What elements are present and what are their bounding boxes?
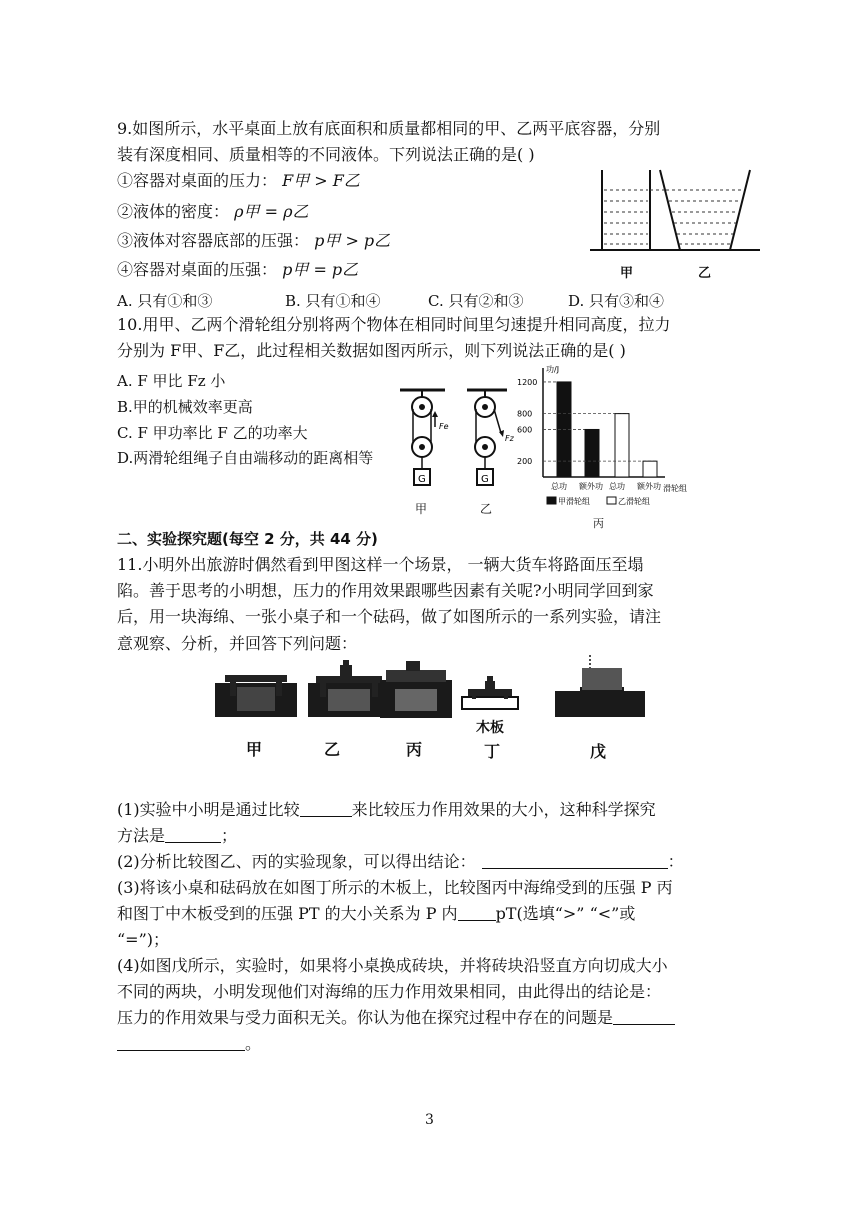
q9-option-c: C. 只有②和③ bbox=[428, 292, 524, 310]
q11-sub3-line2 bbox=[117, 903, 635, 925]
q11-sub4-line4 bbox=[117, 1033, 261, 1055]
q11-experiment-figure bbox=[210, 655, 660, 725]
q9-label-yi: 乙 bbox=[698, 266, 712, 281]
chart-category-label: 总功 bbox=[609, 482, 625, 491]
chart-bar bbox=[615, 414, 629, 477]
q10-option-a: A. F 甲比 Fz 小 bbox=[117, 372, 226, 390]
q11-sub4-text-d: 。 bbox=[245, 1034, 262, 1053]
q11-para-line4: 意观察、分析，并回答下列问题： bbox=[117, 634, 358, 653]
q11-para-line1: 11.小明外出旅游时偶然看到甲图这样一个场景， 一辆大货车将路面压至塌 bbox=[117, 555, 644, 574]
q9-statement-1 bbox=[117, 170, 360, 192]
q9-s2-text: ②液体的密度： bbox=[117, 202, 230, 221]
q11-sub2-text-b: ： bbox=[667, 852, 684, 871]
q11-board-label: 木板 bbox=[476, 720, 504, 736]
chart-y-tick-label: 600 bbox=[517, 425, 533, 435]
chart-bar bbox=[643, 461, 657, 477]
q11-sub1-line2 bbox=[117, 825, 237, 847]
q10-pulley-label-yi: 乙 bbox=[480, 502, 493, 516]
q10-option-c: C. F 甲功率比 F 乙的功率大 bbox=[117, 424, 308, 442]
chart-bar bbox=[585, 429, 599, 477]
q9-stem-line2: 装有深度相同、质量相等的不同液体。下列说法正确的是( ) bbox=[117, 145, 535, 164]
q11-para-line2: 陷。善于思考的小明想，压力的作用效果跟哪些因素有关呢?小明同学回到家 bbox=[117, 581, 654, 600]
q11-sub2-text-a: (2)分析比较图乙、丙的实验现象，可以得出结论： bbox=[117, 852, 476, 871]
chart-caption: 丙 bbox=[593, 517, 604, 530]
chart-category-label: 额外功 bbox=[579, 482, 603, 491]
chart-x-label: 滑轮组 bbox=[663, 484, 687, 493]
q11-sub4-line1: (4)如图戊所示，实验时，如果将小桌换成砖块，并将砖块沿竖直方向切成大小 bbox=[117, 956, 668, 975]
legend-label-yi: 乙滑轮组 bbox=[618, 497, 650, 506]
q9-s2-formula: ρ甲 = ρ乙 bbox=[234, 202, 309, 221]
q9-s1-text: ①容器对桌面的压力： bbox=[117, 171, 278, 190]
q10-option-d: D.两滑轮组绳子自由端移动的距离相等 bbox=[117, 449, 374, 467]
q11-sub3-blank[interactable] bbox=[458, 904, 496, 921]
q11-sub1-blank1[interactable] bbox=[300, 800, 352, 817]
chart-y-tick-label: 200 bbox=[517, 457, 533, 467]
q11-fig-label-jia: 甲 bbox=[246, 740, 263, 759]
q9-option-d: D. 只有③和④ bbox=[568, 292, 665, 310]
legend-swatch-jia bbox=[547, 497, 556, 504]
q11-sub3-line1: (3)将该小桌和砝码放在如图丁所示的木板上，比较图丙中海绵受到的压强 P 丙 bbox=[117, 878, 673, 897]
q9-s1-formula: F甲 > F乙 bbox=[282, 171, 360, 190]
chart-y-label: 功/J bbox=[546, 365, 560, 374]
q11-sub2-blank[interactable] bbox=[482, 852, 668, 869]
page-number: 3 bbox=[425, 1112, 434, 1128]
svg-text:G: G bbox=[418, 474, 426, 485]
q9-s3-formula: p甲 > p乙 bbox=[314, 231, 391, 250]
q10-bar-chart bbox=[515, 362, 690, 532]
q11-fig-label-wu: 戊 bbox=[590, 742, 607, 761]
q11-sub1-blank2[interactable] bbox=[165, 826, 221, 843]
q9-statement-3 bbox=[117, 230, 390, 252]
q11-sub3-line3: “=”)； bbox=[117, 930, 170, 949]
q11-sub1-line1 bbox=[117, 799, 656, 821]
q11-fig-label-ding: 丁 bbox=[484, 742, 501, 761]
q9-option-b: B. 只有①和④ bbox=[285, 292, 381, 310]
q9-label-jia: 甲 bbox=[620, 266, 634, 281]
q11-sub1-text-d: ； bbox=[221, 826, 238, 845]
q10-pulley-label-jia: 甲 bbox=[415, 502, 428, 516]
chart-layer bbox=[517, 364, 687, 506]
svg-text:Fz: Fz bbox=[505, 434, 514, 443]
q9-statement-2 bbox=[117, 201, 309, 223]
q11-para-line3: 后，用一块海绵、一张小桌子和一个砝码，做了如图所示的一系列实验，请注 bbox=[117, 607, 662, 626]
q9-statement-4 bbox=[117, 259, 358, 281]
q11-sub4-blank1[interactable] bbox=[613, 1008, 675, 1025]
q11-sub1-text-b: 来比较压力作用效果的大小，这种科学探究 bbox=[351, 800, 656, 819]
chart-category-label: 总功 bbox=[551, 482, 567, 491]
q11-sub4-text-c: 压力的作用效果与受力面积无关。你认为他在探究过程中存在的问题是 bbox=[117, 1008, 614, 1027]
section2-title: 二、实验探究题(每空 2 分，共 44 分) bbox=[117, 530, 378, 548]
q11-sub4-line3 bbox=[117, 1007, 675, 1029]
q9-stem-line1: 9.如图所示，水平桌面上放有底面积和质量都相同的甲、乙两平底容器，分别 bbox=[117, 119, 661, 138]
chart-y-tick-label: 1200 bbox=[517, 377, 538, 387]
legend-swatch-yi bbox=[607, 497, 616, 504]
q11-fig-label-yi: 乙 bbox=[324, 740, 341, 759]
q10-option-b: B.甲的机械效率更高 bbox=[117, 398, 253, 416]
q9-option-a: A. 只有①和③ bbox=[117, 292, 213, 310]
q11-sub2-line bbox=[117, 851, 684, 873]
svg-text:Fe: Fe bbox=[439, 422, 449, 431]
q9-s4-text: ④容器对桌面的压强： bbox=[117, 260, 278, 279]
q9-s3-text: ③液体对容器底部的压强： bbox=[117, 231, 310, 250]
chart-category-label: 额外功 bbox=[637, 482, 661, 491]
q10-pulley-figure bbox=[395, 385, 533, 505]
q10-stem-line1: 10.用甲、乙两个滑轮组分别将两个物体在相同时间里匀速提升相同高度，拉力 bbox=[117, 315, 671, 334]
q11-sub3-text-c: pT(选填“>” “<”或 bbox=[495, 904, 636, 923]
q11-sub4-blank2[interactable] bbox=[117, 1034, 245, 1051]
q9-containers-figure bbox=[590, 165, 765, 285]
q11-sub4-line2: 不同的两块，小明发现他们对海绵的压力作用效果相同，由此得出的结论是： bbox=[117, 982, 662, 1001]
legend-label-jia: 甲滑轮组 bbox=[558, 497, 590, 506]
q9-s4-formula: p甲 = p乙 bbox=[282, 260, 359, 279]
chart-y-tick-label: 800 bbox=[517, 409, 533, 419]
q10-stem-line2: 分别为 F甲、F乙，此过程相关数据如图丙所示，则下列说法正确的是( ) bbox=[117, 341, 626, 360]
q11-sub1-text-c: 方法是 bbox=[117, 826, 166, 845]
svg-text:G: G bbox=[481, 474, 489, 485]
q11-fig-label-bing: 丙 bbox=[406, 740, 423, 759]
q11-sub3-text-b: 和图丁中木板受到的压强 PT 的大小关系为 P 内 bbox=[117, 904, 458, 923]
q11-sub1-text-a: (1)实验中小明是通过比较 bbox=[117, 800, 300, 819]
